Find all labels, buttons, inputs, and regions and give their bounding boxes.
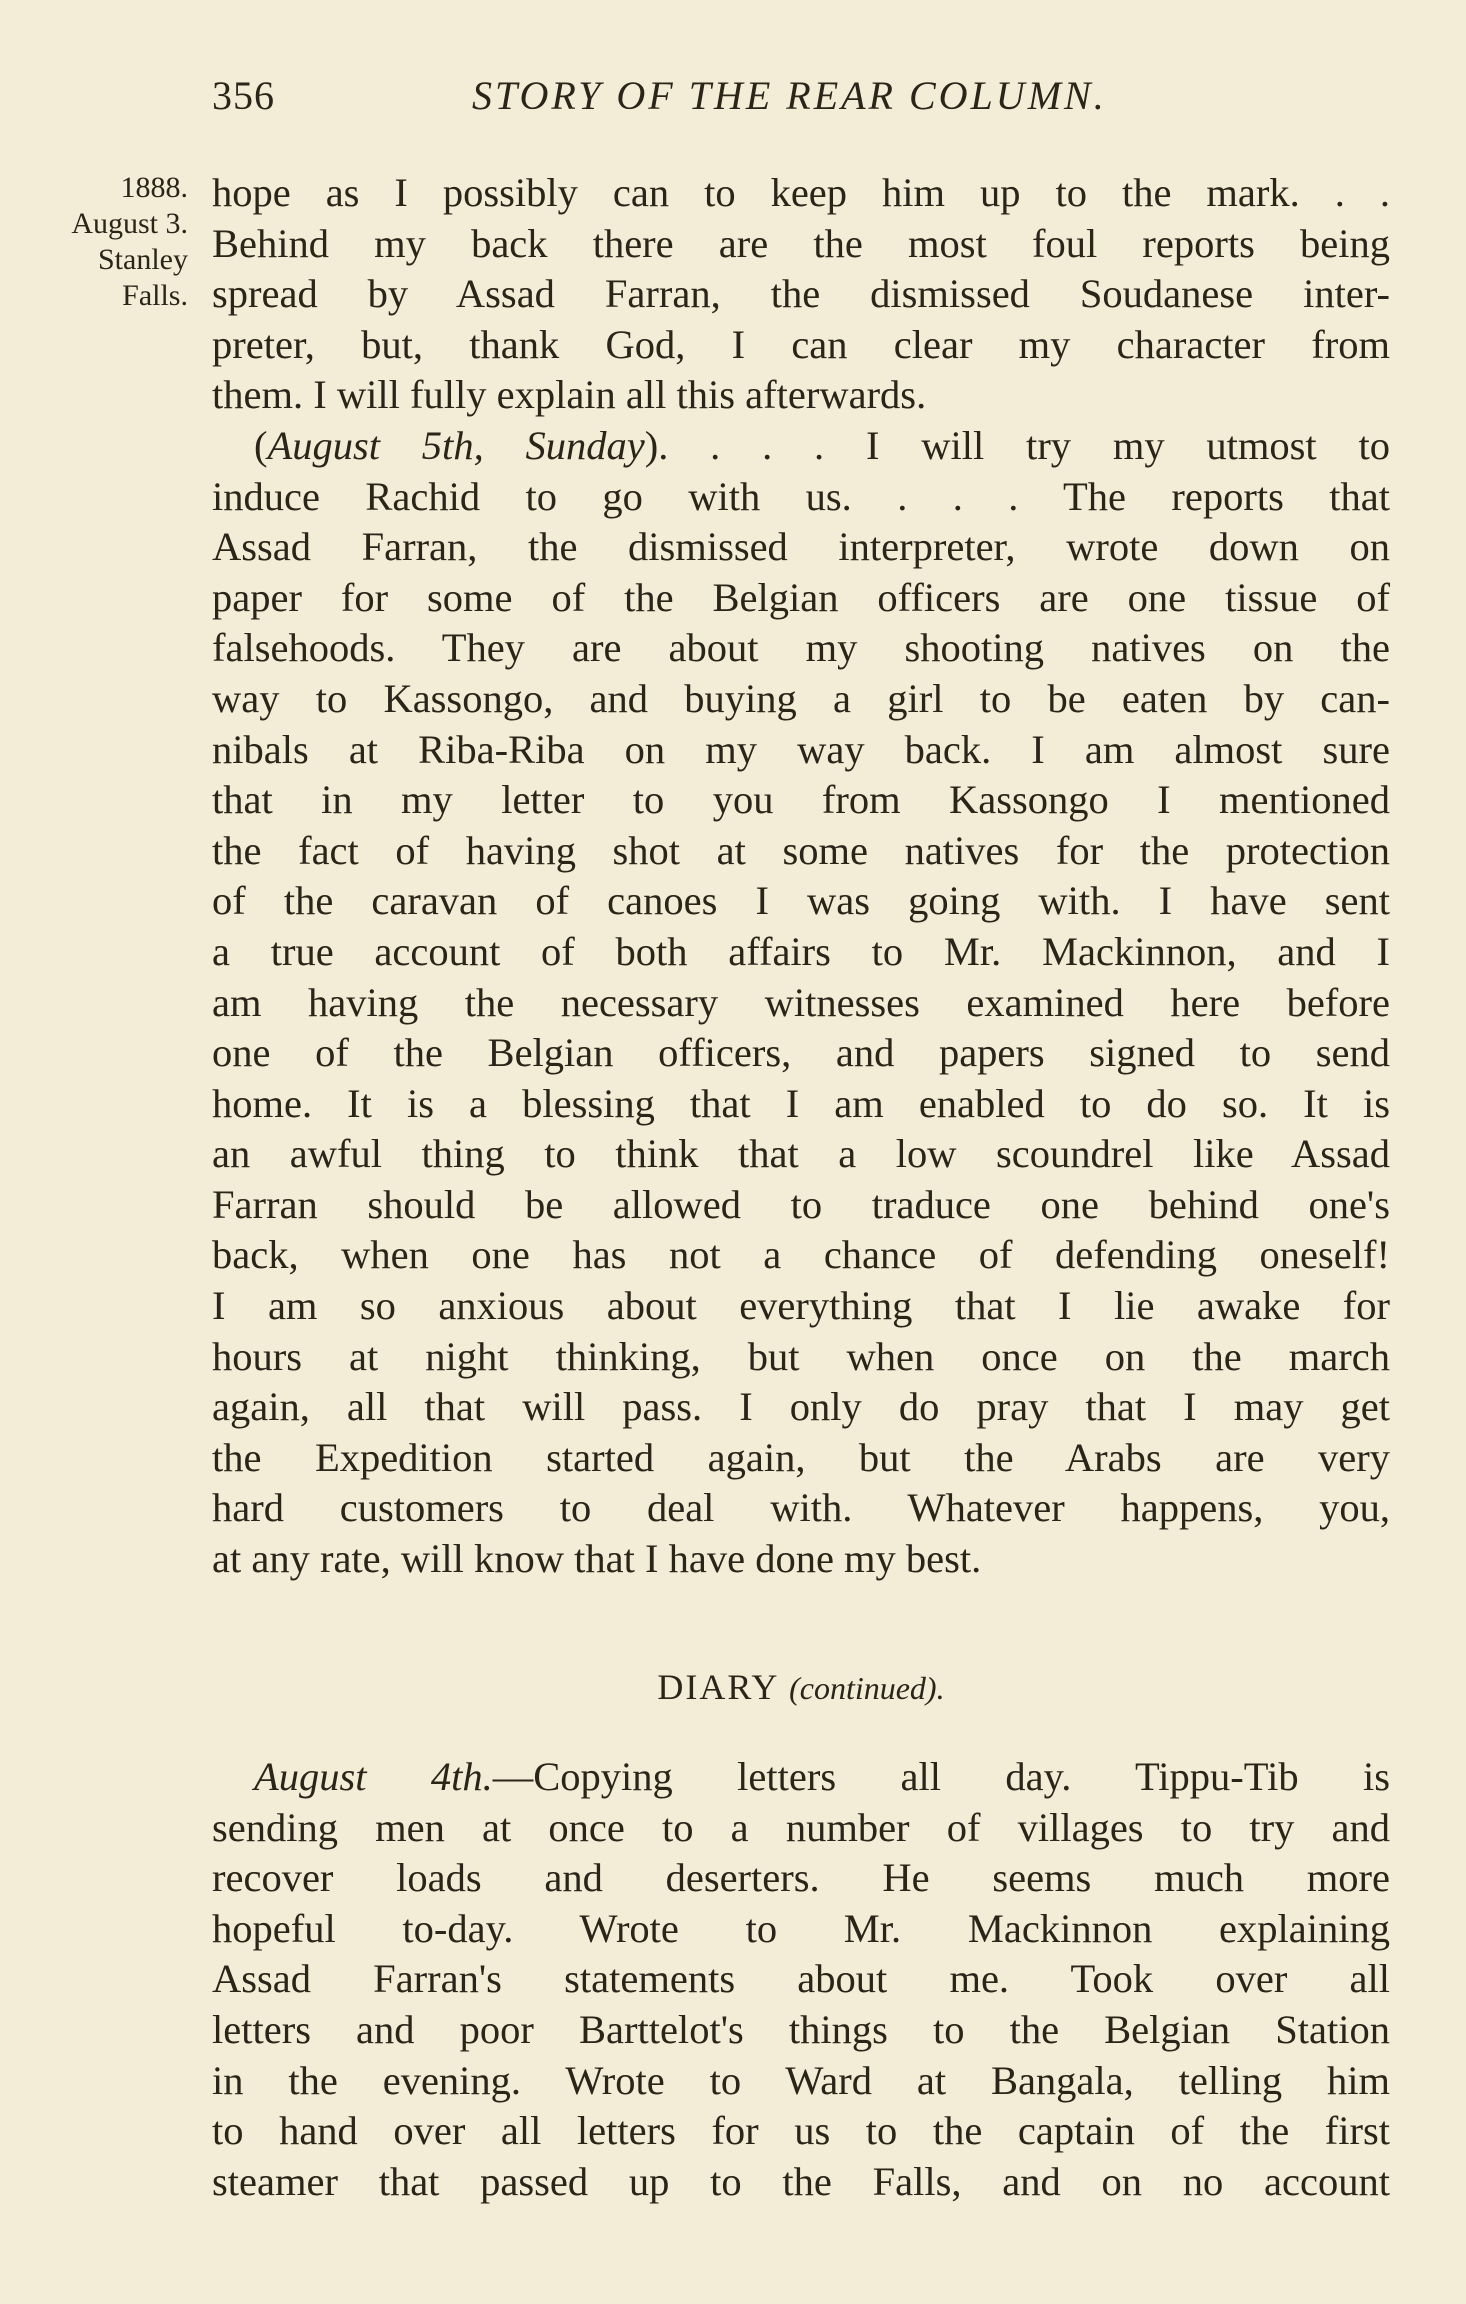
- text-line: the Expedition started again, but the Arabs are very: [212, 1434, 1390, 1480]
- text-line: way to Kassongo, and buying a girl to be eaten by can-: [212, 675, 1390, 721]
- text-line: that in my letter to you from Kassongo I mentioned: [212, 777, 1390, 823]
- text-line: induce Rachid to go with us. . . . The reports that: [212, 473, 1390, 519]
- margin-note: [38, 170, 188, 314]
- letter-text: [212, 168, 1390, 1585]
- text-line: preter, but, thank God, I can clear my character from: [212, 321, 1390, 367]
- text-line: am having the necessary witnesses examined here before: [212, 979, 1390, 1025]
- diary-text: [212, 1752, 1390, 2207]
- text-line: home. It is a blessing that I am enabled to do so. It is: [212, 1080, 1390, 1126]
- text-line: letters and poor Barttelot's things to the Belgian Station: [212, 2006, 1390, 2052]
- text-line: them. I will fully explain all this afterwards.: [212, 372, 927, 418]
- margin-note-place: Stanley: [98, 243, 188, 276]
- text-line: back, when one has not a chance of defending oneself!: [212, 1232, 1390, 1278]
- text-line: the fact of having shot at some natives for the protection: [212, 827, 1390, 873]
- text-line: Assad Farran's statements about me. Took over all: [212, 1956, 1390, 2002]
- text-line: a true account of both affairs to Mr. Mackinnon, and I: [212, 928, 1390, 974]
- text-line: spread by Assad Farran, the dismissed Soudanese inter-: [212, 271, 1390, 317]
- text-line: to hand over all letters for us to the captain of the first: [212, 2108, 1390, 2154]
- section-heading: [212, 1666, 1390, 1708]
- text-line: steamer that passed up to the Falls, and on no account: [212, 2158, 1390, 2204]
- text-span: ). . . . I will try my utmost to: [644, 422, 1390, 468]
- text-line: falsehoods. They are about my shooting natives on the: [212, 625, 1390, 671]
- margin-note-year: 1888.: [120, 171, 188, 204]
- text-line-dated: [212, 421, 1390, 472]
- margin-note-date: August 3.: [71, 207, 188, 240]
- text-line: again, all that will pass. I only do pray that I may get: [212, 1384, 1390, 1430]
- text-line: Farran should be allowed to traduce one behind one's: [212, 1181, 1390, 1227]
- text-line: in the evening. Wrote to Ward at Bangala, telling him: [212, 2057, 1390, 2103]
- section-heading-subtitle: (continued).: [789, 1670, 945, 1706]
- text-line: Behind my back there are the most foul reports being: [212, 220, 1390, 266]
- text-line: nibals at Riba-Riba on my way back. I am almost sure: [212, 726, 1390, 772]
- running-head: [212, 72, 1384, 122]
- text-line: sending men at once to a number of villages to try and: [212, 1804, 1390, 1850]
- text-line: one of the Belgian officers, and papers signed to send: [212, 1030, 1390, 1076]
- section-heading-title: DIARY: [657, 1667, 779, 1707]
- text-line: hope as I possibly can to keep him up to the mark. . .: [212, 170, 1390, 215]
- text-line: of the caravan of canoes I was going with. I have sent: [212, 878, 1390, 924]
- running-title: STORY OF THE REAR COLUMN.: [472, 73, 1107, 118]
- text-line: an awful thing to think that a low scoundrel like Assad: [212, 1131, 1390, 1177]
- text-line: at any rate, will know that I have done my best.: [212, 1536, 982, 1582]
- margin-note-place-2: Falls.: [122, 279, 188, 312]
- text-line-dated: [212, 1752, 1390, 1803]
- text-line: paper for some of the Belgian officers are one tissue of: [212, 574, 1390, 620]
- text-line: hard customers to deal with. Whatever happens, you,: [212, 1485, 1390, 1531]
- text-line: I am so anxious about everything that I lie awake for: [212, 1283, 1390, 1329]
- text-line: Assad Farran, the dismissed interpreter, wrote down on: [212, 524, 1390, 570]
- page-number: 356: [212, 73, 275, 118]
- letter-date: August 5th, Sunday: [267, 422, 645, 468]
- text-line: hopeful to-day. Wrote to Mr. Mackinnon explaining: [212, 1905, 1390, 1951]
- text-line: hours at night thinking, but when once on the march: [212, 1333, 1390, 1379]
- paren-open: (: [254, 422, 268, 468]
- text-line: recover loads and deserters. He seems much more: [212, 1855, 1390, 1901]
- text-span: —Copying letters all day. Tippu-Tib is: [492, 1754, 1390, 1799]
- diary-date: August 4th.: [254, 1754, 493, 1799]
